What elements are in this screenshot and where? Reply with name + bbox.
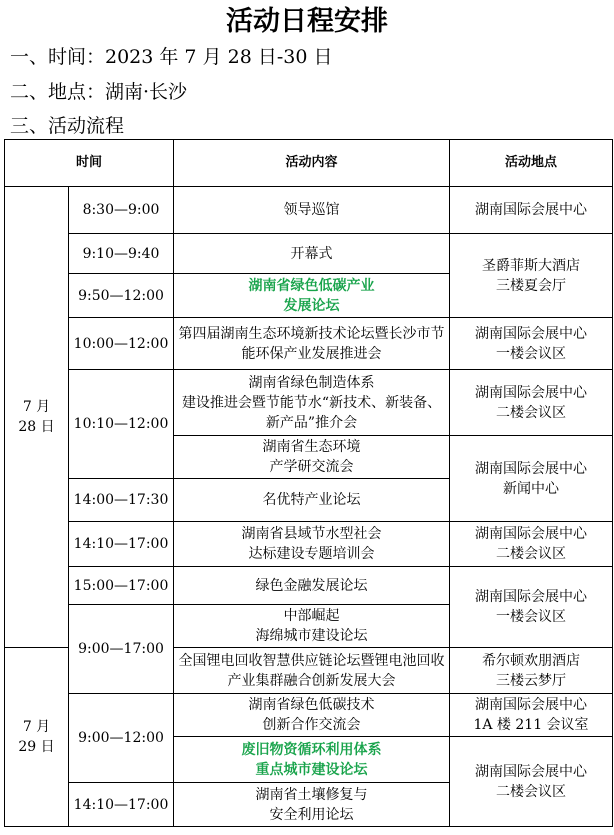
time-cell: 9:50—12:00: [69, 274, 174, 318]
schedule-table: [4, 139, 613, 827]
time-cell: 14:10—17:00: [69, 783, 174, 827]
venue-cell: 湖南国际会展中心 一楼会议区: [450, 318, 613, 370]
table-header-row: [5, 140, 613, 187]
content-cell: 湖南省土壤修复与 安全利用论坛: [174, 783, 450, 827]
content-cell: 领导巡馆: [174, 187, 450, 234]
header-venue: 活动地点: [450, 140, 613, 187]
header-content: 活动内容: [174, 140, 450, 187]
table-row: [5, 187, 613, 234]
content-cell: 湖南省绿色制造体系 建设推进会暨节能节水“新技术、新装备、新产品”推介会: [174, 370, 450, 436]
content-cell: 名优特产业论坛: [174, 479, 450, 522]
table-row: [5, 370, 613, 436]
table-row: [5, 234, 613, 274]
venue-cell: 希尔顿欢朋酒店 三楼云梦厅: [450, 648, 613, 694]
time-cell: 9:10—9:40: [69, 234, 174, 274]
content-cell: 第四届湖南生态环境新技术论坛暨长沙市节能环保产业发展推进会: [174, 318, 450, 370]
content-cell: 中部崛起 海绵城市建设论坛: [174, 605, 450, 648]
venue-cell: 湖南国际会展中心 二楼会议区: [450, 737, 613, 827]
content-cell-highlight: 废旧物资循环利用体系 重点城市建设论坛: [174, 737, 450, 783]
content-cell: 绿色金融发展论坛: [174, 567, 450, 605]
venue-cell: 湖南国际会展中心: [450, 187, 613, 234]
time-cell: 10:00—12:00: [69, 318, 174, 370]
time-cell: 8:30—9:00: [69, 187, 174, 234]
table-row: [5, 694, 613, 737]
content-cell: 湖南省生态环境 产学研交流会: [174, 436, 450, 479]
content-cell: 湖南省县域节水型社会 达标建设专题培训会: [174, 522, 450, 567]
page-title: 活动日程安排: [226, 6, 388, 37]
venue-cell: 湖南国际会展中心 二楼会议区: [450, 522, 613, 567]
time-cell: 14:00—17:30: [69, 479, 174, 522]
date-cell-28: 7 月 28 日: [5, 187, 69, 648]
time-cell: 9:00—12:00: [69, 694, 174, 783]
table-row: [5, 522, 613, 567]
venue-cell: 湖南国际会展中心 1A 楼 211 会议室: [450, 694, 613, 737]
venue-cell: 湖南国际会展中心 新闻中心: [450, 436, 613, 522]
info-location: 二、地点：湖南·长沙: [10, 81, 188, 103]
time-cell: 15:00—17:00: [69, 567, 174, 605]
venue-cell: 湖南国际会展中心 二楼会议区: [450, 370, 613, 436]
table-row: [5, 567, 613, 605]
table-row: [5, 318, 613, 370]
info-process-heading: 三、活动流程: [10, 115, 125, 137]
venue-cell: 圣爵菲斯大酒店 三楼夏会厅: [450, 234, 613, 318]
header-time: 时间: [5, 140, 174, 187]
venue-cell: 湖南国际会展中心 一楼会议区: [450, 567, 613, 648]
content-cell-highlight: 湖南省绿色低碳产业 发展论坛: [174, 274, 450, 318]
time-cell: 10:10—12:00: [69, 370, 174, 479]
time-cell: 9:00—17:00: [69, 605, 174, 694]
content-cell: 湖南省绿色低碳技术 创新合作交流会: [174, 694, 450, 737]
content-cell: 开幕式: [174, 234, 450, 274]
content-cell: 全国锂电回收智慧供应链论坛暨锂电池回收产业集群融合创新发展大会: [174, 648, 450, 694]
date-cell-29: 7 月 29 日: [5, 648, 69, 827]
info-time: 一、时间：2023 年 7 月 28 日-30 日: [10, 46, 333, 68]
time-cell: 14:10—17:00: [69, 522, 174, 567]
